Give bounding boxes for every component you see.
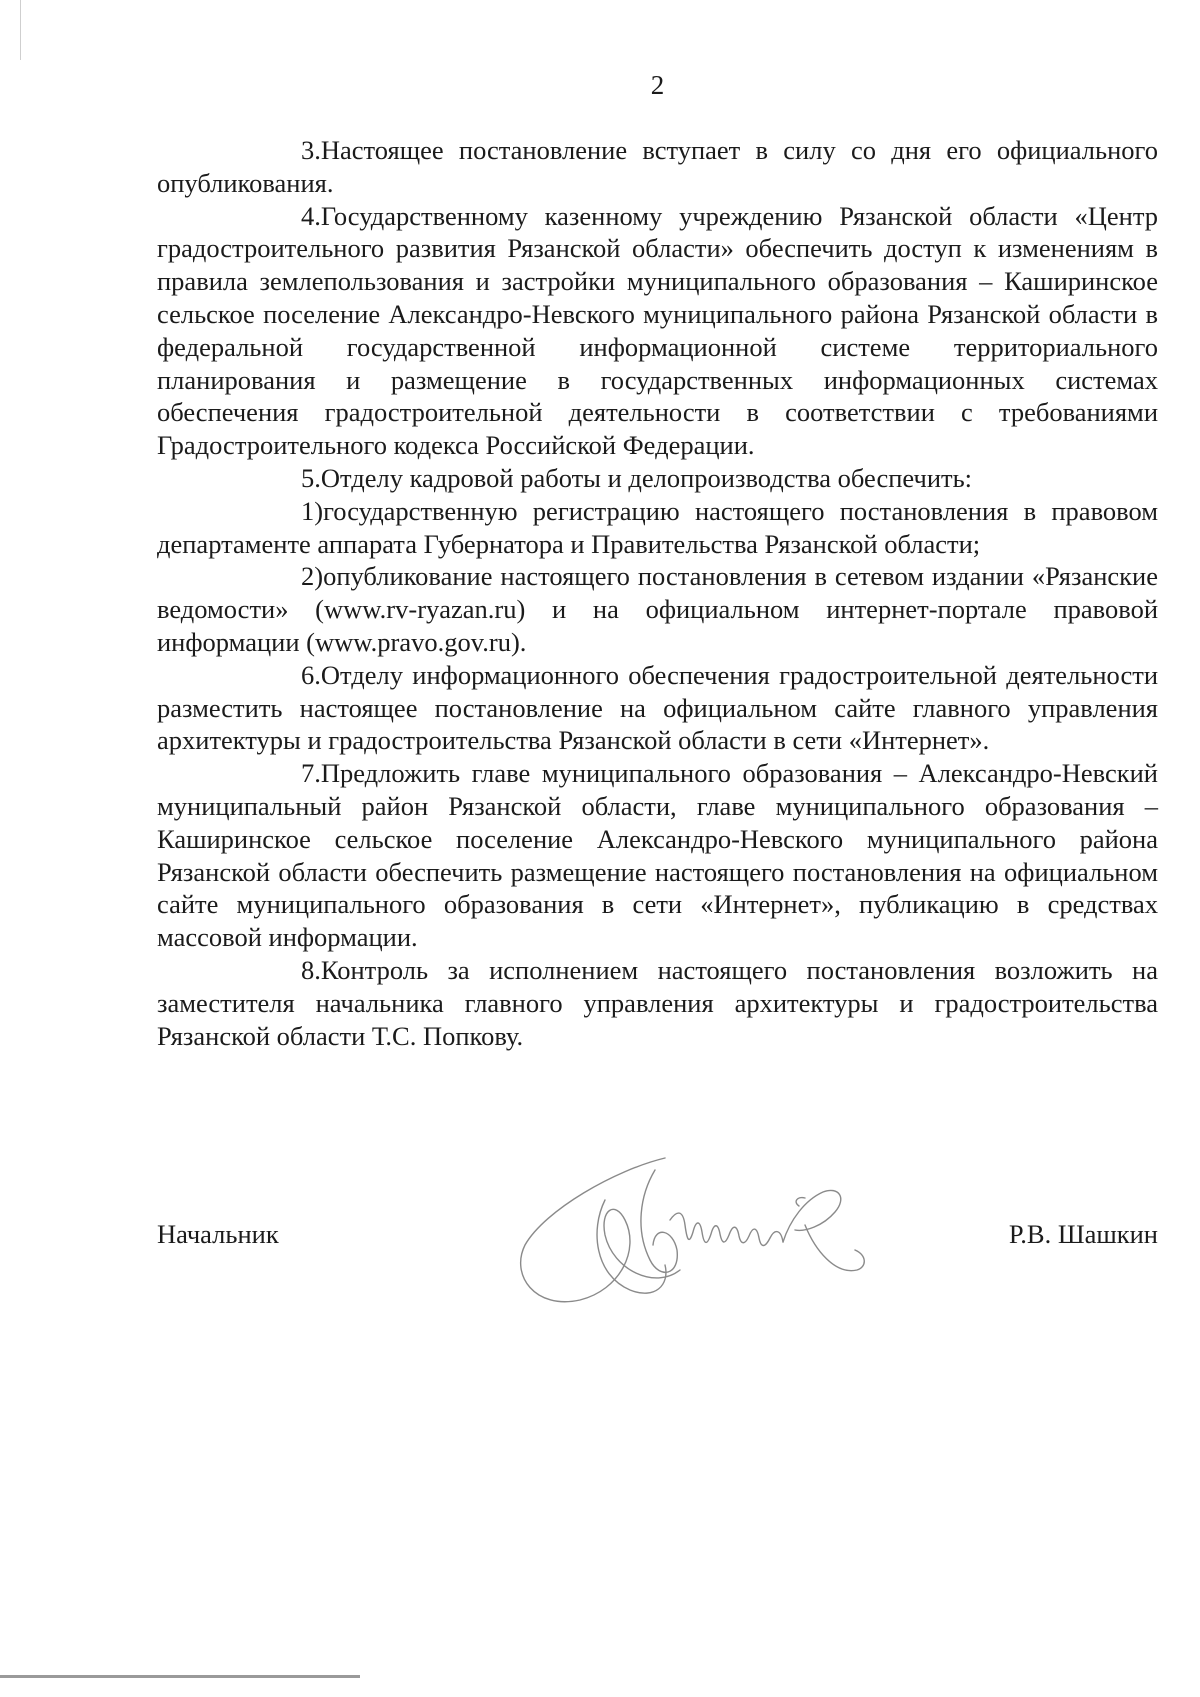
signer-name: Р.В. Шашкин	[1008, 1219, 1158, 1249]
paragraph-text: Отделу информационного обеспечения градостроительной деятельности разместить настоящее постановление на официальном сайте главного управления архитектуры и градостроительства Рязанской области в сети «Интернет».	[157, 659, 1158, 756]
paragraph-text: Настоящее постановление вступает в силу со дня его официального опубликования.	[157, 135, 1158, 198]
paragraph-text: государственную регистрацию настоящего постановления в правовом департаменте аппарата Губернатора и Правительства Рязанской области;	[157, 495, 1158, 559]
subitem-number: 1)	[301, 495, 324, 526]
paragraph-5	[157, 462, 1158, 495]
paragraph-number: 5.	[301, 462, 321, 493]
paragraph-text: Предложить главе муниципального образования – Александро-Невский муниципальный район Рязанской области, главе муниципального образования – Каширинское сельское поселение Александро-Невского муниципального района Рязанской области обеспечить размещение настоящего постановления на официальном сайте муниципального образования в сети «Интернет», публикацию в средствах массовой информации.	[157, 758, 1158, 953]
paragraph-4	[157, 200, 1158, 462]
document-body	[157, 134, 1158, 1052]
paragraph-text: опубликование настоящего постановления в сетевом издании «Рязанские ведомости» (www.rv-ryazan.ru) и на официальном интернет-портале правовой информации (www.pravo.gov.ru).	[157, 561, 1158, 657]
handwritten-signature	[505, 1150, 875, 1320]
paragraph-text: Контроль за исполнением настоящего постановления возложить на заместителя начальника главного управления архитектуры и градостроительства Рязанской области Т.С. Попкову.	[157, 954, 1158, 1051]
paragraph-6	[157, 659, 1158, 757]
subitem-number: 2)	[301, 561, 324, 592]
paragraph-5-1	[157, 495, 1158, 561]
paragraph-number: 6.	[301, 659, 321, 690]
paragraph-number: 8.	[301, 954, 321, 985]
scan-artifact-line	[20, 0, 21, 60]
paragraph-3	[157, 134, 1158, 200]
paragraph-number: 4.	[301, 200, 321, 231]
paragraph-text: Государственному казенному учреждению Рязанской области «Центр градостроительного развития Рязанской области» обеспечить доступ к изменениям в правила землепользования и застройки муниципального образования – Каширинское сельское поселение Александро-Невского муниципального района Рязанской области в федеральной государственной информационной системе территориального планирования и размещение в государственных информационных системах обеспечения градостроительной деятельности в соответствии с требованиями Градостроительного кодекса Российской Федерации.	[157, 200, 1158, 461]
paragraph-5-2	[157, 560, 1158, 658]
page-number: 2	[650, 70, 665, 100]
signer-position: Начальник	[157, 1219, 279, 1249]
paragraph-number: 7.	[301, 758, 321, 789]
paragraph-8	[157, 954, 1158, 1052]
paragraph-text: Отделу кадровой работы и делопроизводства обеспечить:	[320, 462, 973, 493]
paragraph-number: 3.	[301, 135, 321, 165]
scan-artifact-line	[0, 1675, 360, 1678]
paragraph-7	[157, 757, 1158, 954]
